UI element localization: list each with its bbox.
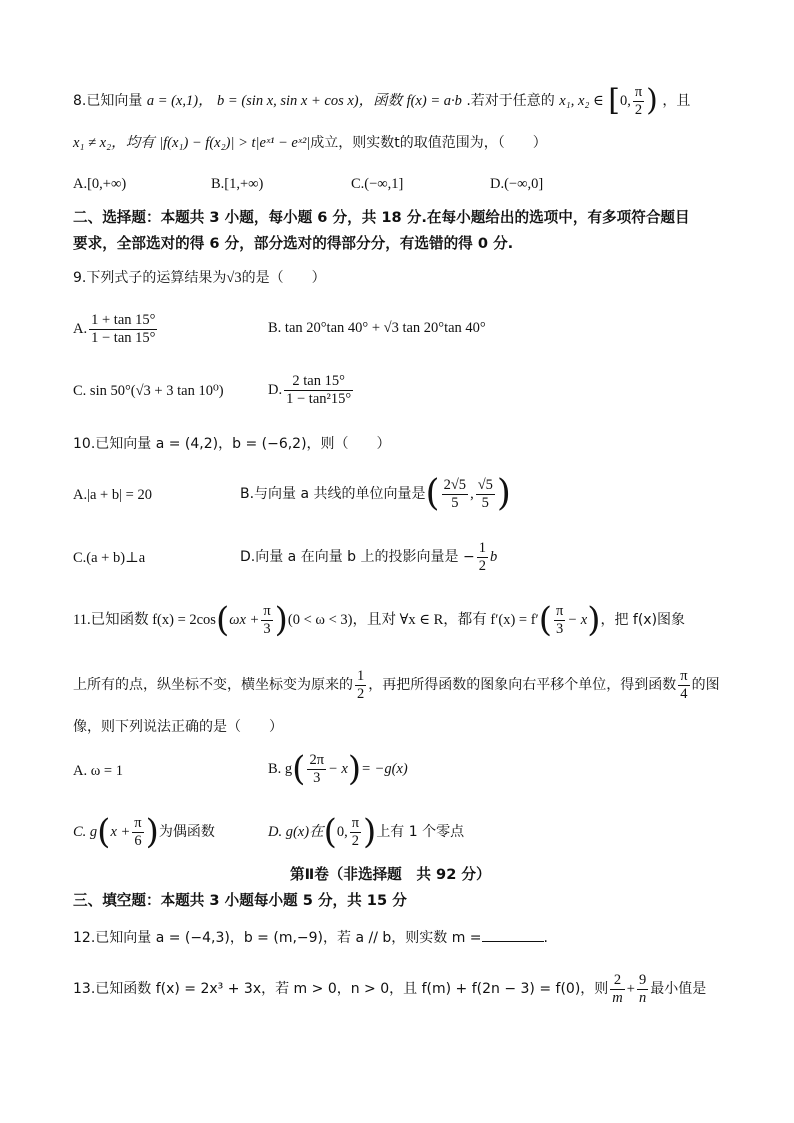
q9-option-b: B. tan 20°tan 40° + √3 tan 20°tan 40° — [268, 320, 486, 336]
q8-line2-tail: 成立，则实数t的取值范围为，（ ） — [310, 135, 547, 151]
q8-vector-a: a = (x,1)， — [146, 93, 213, 110]
q8-interval-left: [ — [608, 83, 620, 119]
part2-title: 第Ⅱ卷（非选择题 共 92 分） — [290, 866, 491, 883]
q11-option-a: A. ω = 1 — [73, 763, 123, 779]
q8-vector-b: b = (sin x, sin x + cos x)，函数 — [217, 93, 403, 110]
q11-line2: 上所有的点，纵坐标不变，横坐标变为原来的 $\frac{1}{2}$ ，再把所得函数的图象向右平移个单位，得到函数 $\frac{\pi}{4}$ 的图 — [73, 668, 720, 702]
q8-interval-right: ) — [646, 83, 658, 119]
q8-tail1: .若对于任意的 — [466, 93, 555, 110]
section3-heading: 三、填空题：本题共 3 小题每小题 5 分，共 15 分 — [73, 892, 407, 909]
q11-option-b: B. g( $\frac{2\pi}{3}$ − x)= −g(x) — [268, 749, 408, 790]
q11-option-d: D. g(x)在(0, $\frac{\pi}{2}$ )上有 1 个零点 — [268, 812, 465, 853]
q12-stem: 12.已知向量 a = (−4,3)，b = (m,−9)，若 a // b，则实数 m = . — [73, 930, 548, 946]
q8-condition: x₁ ≠ x₂，均有 — [73, 135, 155, 151]
q10-option-b: B.与向量 a 共线的单位向量是( $\frac{2√5}{5}$ , $\frac{√5}{5}$ ) — [240, 473, 511, 514]
q8-function: f(x) = a·b — [406, 93, 462, 110]
q8-line1 — [73, 84, 690, 118]
q13-stem: 13.已知函数 f(x) = 2x³ + 3x，若 m > 0，n > 0，且 f(m) + f(2n − 3) = f(0)，则 $\frac{2}{m}$ + $\frac{9}{n}$ 最小值是 — [73, 972, 707, 1006]
q12-answer-blank — [482, 929, 544, 942]
q8-pi-over-2: $\frac{\pi}{2}$ — [634, 84, 643, 118]
q8-intro: 8.已知向量 — [73, 93, 143, 110]
q9-stem: 9.下列式子的运算结果为√3的是（ ） — [73, 270, 326, 286]
section2-line1: 二、选择题：本题共 3 小题，每小题 6 分，共 18 分.在每小题给出的选项中，有多项符合题目 — [73, 209, 690, 226]
q8-option-d: D.(−∞,0] — [490, 176, 544, 192]
q11-line3: 像，则下列说法正确的是（ ） — [73, 719, 283, 735]
q9-option-c: C. sin 50°(√3 + 3 tan 10⁰) — [73, 383, 224, 399]
q8-line2 — [73, 136, 547, 151]
q9-option-d: D. $\frac{2 \tan 15^\circ}{\text{1 − tan²15°}}$ — [268, 373, 352, 407]
q8-option-b: B.[1,+∞) — [211, 176, 264, 192]
q11-option-c: C. g(x + $\frac{\pi}{6}$ )为偶函数 — [73, 812, 215, 853]
q8-x1x2: x₁, x₂ ∈ — [559, 93, 604, 110]
q11-line1: 11.已知函数 f(x) = 2cos(ωx + $\frac{\pi}{3}$ )(0 < ω < 3)，且对 ∀x ∈ R，都有 f′(x) = f′( $\frac{\pi}{3}$ − x)，把 f(x)图象 — [73, 600, 686, 641]
q8-interval-zero: 0, — [619, 93, 631, 110]
q10-stem: 10.已知向量 a = (4,2)，b = (−6,2)，则（ ） — [73, 436, 391, 452]
q8-option-a: A.[0,+∞) — [73, 176, 127, 192]
q9-option-a: A. $\frac{1 + \tan 15^\circ}{1 - \tan 15^\circ}$ — [73, 312, 156, 346]
q10-option-d: D.向量 a 在向量 b 上的投影向量是 − $\frac{1}{2}$ b — [240, 540, 498, 574]
section2-line2: 要求，全部选对的得 6 分，部分选对的得部分分，有选错的得 0 分. — [73, 235, 514, 252]
q10-option-c: C.(a + b)⊥a — [73, 550, 146, 566]
q10-option-a: A.|a + b| = 20 — [73, 487, 152, 503]
q8-inequality: |f(x₁) − f(x₂)| > t|eˣ¹ − eˣ²| — [159, 135, 311, 151]
q8-option-c: C.(−∞,1] — [351, 176, 404, 192]
q8-line1-end: ，且 — [662, 93, 691, 110]
